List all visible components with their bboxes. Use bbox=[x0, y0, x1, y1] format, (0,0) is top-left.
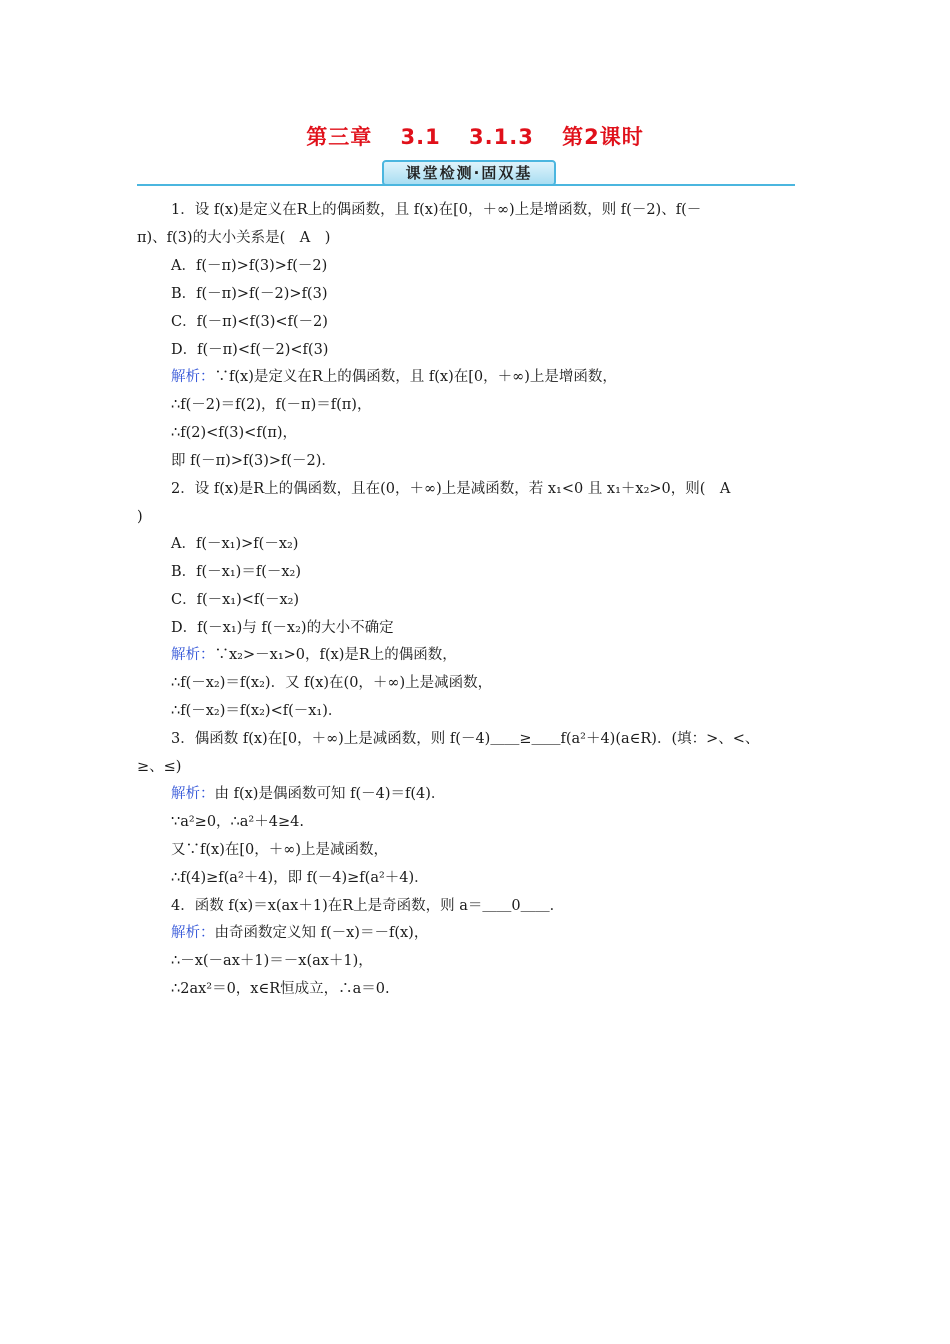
text-line bbox=[137, 508, 143, 526]
line-text: 又∵f(x)在[0，＋∞)上是减函数， bbox=[171, 842, 388, 858]
text-line bbox=[171, 591, 299, 609]
line-text: ∴－x(－ax＋1)＝－x(ax＋1)， bbox=[171, 953, 373, 969]
solution-label: 解析： bbox=[171, 925, 215, 941]
text-line bbox=[171, 841, 388, 859]
line-text: 1．设 f(x)是定义在R上的偶函数，且 f(x)在[0，＋∞)上是增函数，则 f(－2)、f(－ bbox=[171, 202, 702, 218]
line-text: D．f(－π)<f(－2)<f(3) bbox=[171, 342, 329, 358]
text-line bbox=[171, 730, 759, 748]
text-line bbox=[171, 980, 390, 998]
text-line bbox=[171, 396, 371, 414]
line-text: B．f(－π)>f(－2)>f(3) bbox=[171, 286, 328, 302]
line-text: 4．函数 f(x)＝x(ax＋1)在R上是奇函数，则 a＝＿＿0＿＿． bbox=[171, 898, 565, 914]
text-line bbox=[171, 285, 327, 303]
line-text: B．f(－x₁)＝f(－x₂) bbox=[171, 564, 301, 580]
text-line bbox=[171, 424, 297, 442]
text-line bbox=[171, 897, 564, 915]
subsection: 3.1.3 bbox=[469, 125, 534, 149]
page-title bbox=[0, 121, 950, 151]
text-line bbox=[171, 341, 328, 359]
line-text: D．f(－x₁)与 f(－x₂)的大小不确定 bbox=[171, 620, 394, 636]
chapter: 第三章 bbox=[306, 125, 373, 149]
line-text: ∵x₂>－x₁>0，f(x)是R上的偶函数， bbox=[214, 647, 457, 663]
solution-label: 解析： bbox=[171, 369, 215, 385]
text-line bbox=[171, 535, 298, 553]
solution-label: 解析： bbox=[171, 786, 215, 802]
line-text: C．f(－π)<f(3)<f(－2) bbox=[171, 314, 328, 330]
line-text: A．f(－x₁)>f(－x₂) bbox=[171, 536, 299, 552]
lesson: 第2课时 bbox=[562, 125, 644, 149]
text-line bbox=[171, 619, 394, 637]
text-line bbox=[171, 869, 429, 887]
line-text: C．f(－x₁)<f(－x₂) bbox=[171, 592, 300, 608]
section: 3.1 bbox=[400, 125, 441, 149]
line-text: 由奇函数定义知 f(－x)＝－f(x)， bbox=[214, 925, 429, 941]
solution-line bbox=[171, 368, 617, 386]
line-text: ∵a²≥0，∴a²＋4≥4. bbox=[171, 814, 304, 830]
line-text: ) bbox=[137, 509, 143, 525]
section-badge: 课堂检测·固双基 bbox=[382, 160, 556, 186]
line-text: ∴2ax²＝0，x∈R恒成立，∴a＝0. bbox=[171, 981, 390, 997]
text-line bbox=[137, 229, 330, 247]
line-text: ∴f(－x₂)＝f(x₂)<f(－x₁)． bbox=[171, 703, 343, 719]
line-text: ∴f(－2)＝f(2)，f(－π)＝f(π)， bbox=[171, 397, 372, 413]
line-text: 2．设 f(x)是R上的偶函数，且在(0，＋∞)上是减函数，若 x₁<0 且 x₁＋x₂>0，则( A bbox=[171, 481, 731, 497]
line-text: 3．偶函数 f(x)在[0，＋∞)上是减函数，则 f(－4)＿＿≥＿＿f(a²＋4)(a∈R)．(填：>、<、 bbox=[171, 731, 760, 747]
text-line bbox=[171, 813, 304, 831]
text-line bbox=[171, 563, 301, 581]
text-line bbox=[171, 952, 373, 970]
line-text: π)、f(3)的大小关系是( A ) bbox=[137, 230, 331, 246]
line-text: 由 f(x)是偶函数可知 f(－4)＝f(4)． bbox=[214, 786, 446, 802]
text-line bbox=[137, 758, 181, 776]
line-text: ∴f(4)≥f(a²＋4)，即 f(－4)≥f(a²＋4)． bbox=[171, 870, 429, 886]
line-text: 即 f(－π)>f(3)>f(－2)． bbox=[171, 453, 336, 469]
text-line bbox=[171, 313, 328, 331]
text-line bbox=[171, 452, 336, 470]
line-text: ∴f(－x₂)＝f(x₂)．又 f(x)在(0，＋∞)上是减函数， bbox=[171, 675, 493, 691]
line-text: ∴f(2)<f(3)<f(π)， bbox=[171, 425, 298, 441]
line-text: ≥、≤) bbox=[137, 759, 182, 775]
text-line bbox=[171, 257, 327, 275]
section-banner bbox=[137, 158, 795, 188]
text-line bbox=[171, 702, 342, 720]
solution-line bbox=[171, 924, 428, 942]
solution-line bbox=[171, 646, 457, 664]
line-text: ∵f(x)是定义在R上的偶函数，且 f(x)在[0，＋∞)上是增函数， bbox=[214, 369, 617, 385]
line-text: A．f(－π)>f(3)>f(－2) bbox=[171, 258, 328, 274]
solution-line bbox=[171, 785, 445, 803]
text-line bbox=[171, 201, 701, 219]
text-line bbox=[171, 480, 730, 498]
solution-label: 解析： bbox=[171, 647, 215, 663]
text-line bbox=[171, 674, 492, 692]
